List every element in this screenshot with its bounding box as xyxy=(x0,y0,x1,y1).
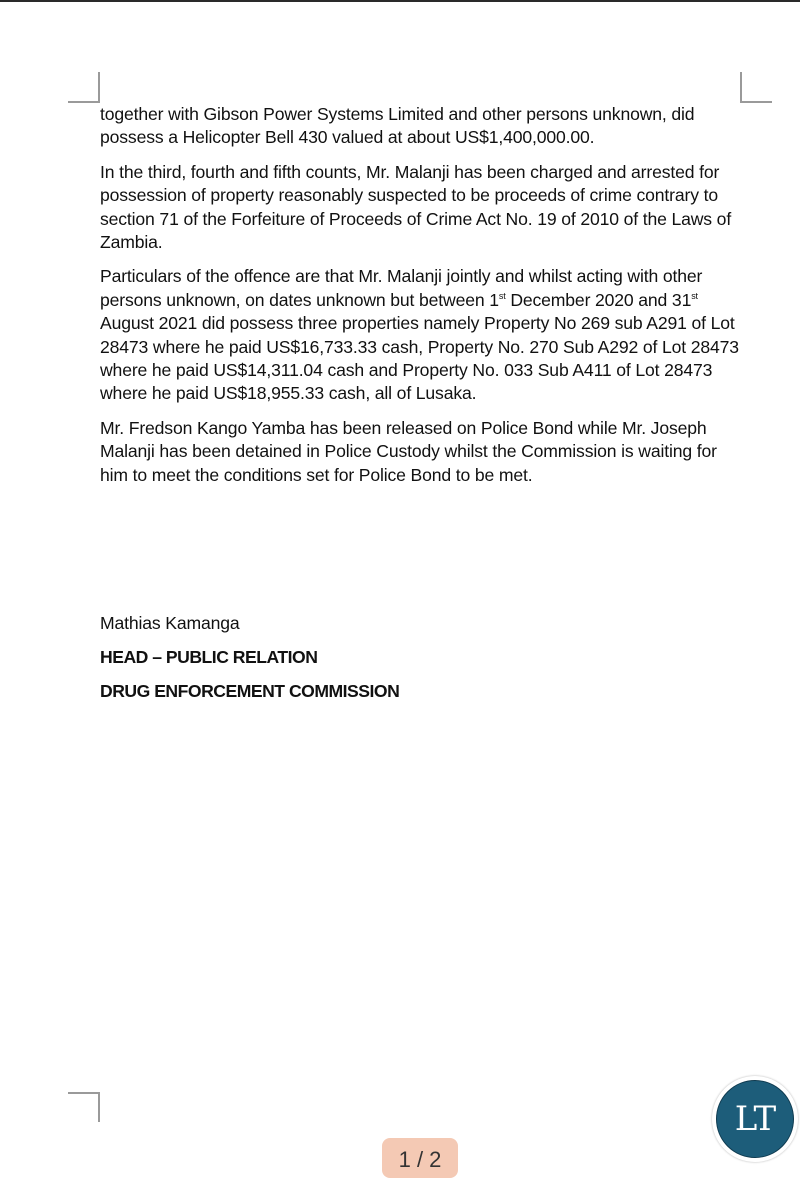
paragraph-counts: In the third, fourth and fifth counts, Mr. Malanji has been charged and arrested for possession of property reasonably suspected to be proceeds of crime contrary to section 71 of the Forfeiture of Proceeds of Crime Act No. 19 of 2010 of the Laws of Zambia. xyxy=(100,161,732,253)
signature-block xyxy=(100,612,399,714)
ordinal-suffix: st xyxy=(498,290,506,301)
particulars-text-2: December 2020 and 31 xyxy=(505,289,692,310)
signatory-title: HEAD – PUBLIC RELATION xyxy=(100,647,318,667)
crop-mark-bottom-left xyxy=(68,1092,100,1124)
particulars-text-1: Particulars of the offence are that Mr. Malanji jointly and whilst acting with other persons unknown, on dates unknown but between 1 xyxy=(100,266,703,310)
ordinal-suffix: st xyxy=(691,290,698,301)
paragraph-bond: Mr. Fredson Kango Yamba has been released on Police Bond while Mr. Joseph Malanji has been detained in Police Custody whilst the Commission is waiting for him to meet the conditions set for Police Bond to be met. xyxy=(100,417,717,485)
crop-mark-top-right xyxy=(740,72,772,104)
particulars-text-3: August 2021 did possess three properties namely Property No 269 sub A291 of Lot 28473 where he paid US$16,733.33 cash, Property No. 270 Sub A292 of Lot 28473 where he paid US$14,311.04 cash and Property No. 033 Sub A411 of Lot 28473 where he paid US$18,955.33 cash, all of Lusaka. xyxy=(100,313,739,404)
top-border xyxy=(0,0,800,2)
signatory-organization: DRUG ENFORCEMENT COMMISSION xyxy=(100,681,400,701)
crop-mark-top-left xyxy=(68,72,100,104)
signatory-name: Mathias Kamanga xyxy=(100,613,240,633)
document-body xyxy=(100,103,740,498)
logo-text: LT xyxy=(716,1080,794,1158)
lusaka-times-logo xyxy=(712,1076,798,1162)
paragraph-helicopter: together with Gibson Power Systems Limited and other persons unknown, did possess a Helicopter Bell 430 valued at about US$1,400,000.00. xyxy=(100,104,695,148)
paragraph-particulars xyxy=(100,265,740,405)
page-indicator[interactable]: 1 / 2 xyxy=(382,1138,458,1178)
